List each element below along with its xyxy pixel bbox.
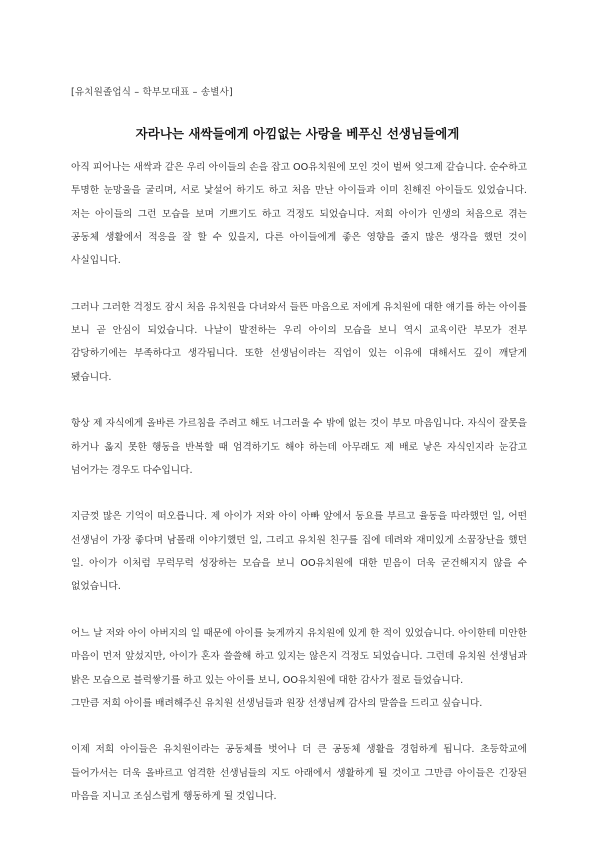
body-paragraph-7: 이제 저희 아이들은 유치원이라는 공동체를 벗어나 더 큰 공동체 생활을 경험하게 됩니다. 초등학교에 들어가서는 더욱 올바르고 엄격한 선생님들의 지도 아래에서 생활하게 될 것이고 그만큼 아이들은 긴장된 마음을 지니고 조심스럽게 행동하게 될 것입니다.	[71, 744, 527, 803]
document-title: 자라나는 새싹들에게 아낌없는 사랑을 베푸신 선생님들에게	[135, 126, 460, 141]
body-paragraph-4: 지금껏 많은 기억이 떠오릅니다. 제 아이가 저와 아이 아빠 앞에서 동요를 부르고 율동을 따라했던 일, 어떤 선생님이 가장 좋다며 남몰래 이야기했던 일, 그리고 유치원 친구를 집에 데려와 재미있게 소꿉장난을 했던 일. 아이가 이처럼 무럭무럭 성장하는 모습을 보니 OO유치원에 대한 믿음이 더욱 굳건해지지 않을 수 없었습니다.	[71, 511, 527, 593]
document-body	[71, 156, 527, 808]
body-paragraph-1: 아직 피어나는 새싹과 같은 우리 아이들의 손을 잡고 OO유치원에 모인 것이 벌써 엊그제 같습니다. 순수하고 투명한 눈망울을 굴리며, 서로 낯설어 하기도 하고 처음 만난 아이들과 이미 친해진 아이들도 있었습니다. 저는 아이들의 그런 모습을 보며 기쁘기도 하고 걱정도 되었습니다. 저희 아이가 인생의 처음으로 겪는 공동체 생활에서 적응을 잘 할 수 있을지, 다른 아이들에게 좋은 영향을 줄지 많은 생각을 했던 것이 사실입니다.	[71, 162, 527, 267]
body-paragraph-3: 항상 제 자식에게 올바른 가르침을 주려고 해도 너그러울 수 밖에 없는 것이 부모 마음입니다. 자식이 잘못을 하거나 옳지 못한 행동을 반복할 때 엄격하기도 해야 하는데 아무래도 제 배로 낳은 자식인지라 눈감고 넘어가는 경우도 다수입니다.	[71, 418, 527, 476]
body-paragraph-5: 어느 날 저와 아이 아버지의 일 때문에 아이를 늦게까지 유치원에 있게 한 적이 있었습니다. 아이한테 미안한 마음이 먼저 앞섰지만, 아이가 혼자 쓸쓸해 하고 있지는 않은지 걱정도 되었습니다. 그런데 유치원 선생님과 밝은 모습으로 블럭쌓기를 하고 있는 아이를 보니, OO유치원에 대한 감사가 절로 들었습니다.	[71, 627, 527, 686]
body-paragraph-6: 그만큼 저희 아이를 배려해주신 유치원 선생님들과 원장 선생님께 감사의 말씀을 드리고 싶습니다.	[71, 697, 483, 709]
body-paragraph-2: 그러나 그러한 걱정도 잠시 처음 유치원을 다녀와서 들뜬 마음으로 저에게 유치원에 대한 얘기를 하는 아이를 보니 곧 안심이 되었습니다. 나날이 발전하는 우리 아이의 모습을 보니 역시 교육이란 부모가 전부 감당하기에는 부족하다고 생각됩니다. 또한 선생님이라는 직업이 있는 이유에 대해서도 깊이 깨닫게 됐습니다.	[71, 301, 527, 383]
paragraph-spacer	[71, 599, 527, 622]
paragraph-spacer	[71, 272, 527, 295]
paragraph-spacer	[71, 389, 527, 412]
document-category-tag: [유치원졸업식 – 학부모대표 – 송별사]	[71, 87, 233, 98]
paragraph-spacer	[71, 715, 527, 738]
paragraph-spacer	[71, 482, 527, 505]
